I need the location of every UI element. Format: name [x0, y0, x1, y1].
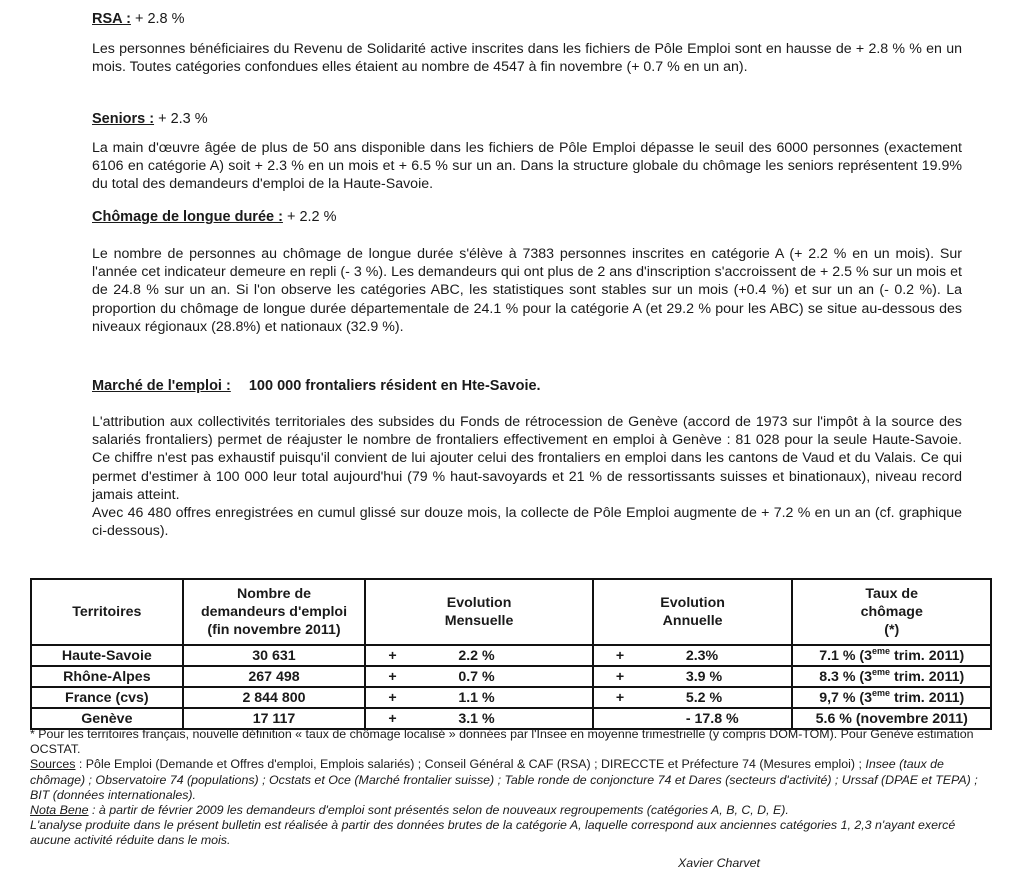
header-evolution-annuelle: Evolution Annuelle [593, 579, 793, 645]
rsa-paragraph: Les personnes bénéficiaires du Revenu de Solidarité active inscrites dans les fichiers de Pôle Emploi sont en hausse de + 2.8 % % en un mois. Toutes catégories confondues elles étaient au nombre de 4547 à fin novembre (+ 0.7 % en un an). [92, 41, 962, 76]
seniors-heading [92, 110, 962, 128]
chomage-table [30, 578, 992, 730]
cell-annuelle: + 5.2 % [593, 687, 793, 708]
longue-duree-value: + 2.2 % [286, 209, 337, 225]
section-seniors [92, 110, 962, 194]
marche-value: 100 000 frontaliers résident en Hte-Savoie. [248, 378, 541, 394]
rsa-title: RSA : [92, 11, 131, 27]
longue-duree-heading [92, 208, 962, 226]
analyse-note: L'analyse produite dans le présent bulletin est réalisée à partir des données brutes de la catégorie A, laquelle correspond aux anciennes catégories 1, 2,3 n'ayant exercé aucune activité réduite dans le mois. [30, 818, 956, 848]
cell-annuelle: + 2.3% [593, 645, 793, 666]
cell-taux: 7.1 % (3eme trim. 2011) [792, 645, 991, 666]
cell-taux: 9,7 % (3eme trim. 2011) [792, 687, 991, 708]
longue-duree-paragraph: Le nombre de personnes au chômage de longue durée s'élève à 7383 personnes inscrites en catégorie A (+ 2.2 % en un mois). Sur l'année cet indicateur demeure en repli (- 3 %). Les demandeurs qui ont plus de 2 ans d'inscription s'accroissent de + 2.5 % sur un mois et de 24.8 % sur un an. Si l'on observe les catégories ABC, les statistiques sont stables sur un mois (+0.4 %) et sur un an (- 0.2 %). La proportion du chômage de longue durée départementale de 24.1 % pour la catégorie A (et 29.2 % pour les ABC) se situe au-dessous des niveaux régionaux (28.8%) et nationaux (32.9 %). [92, 246, 962, 335]
table-notes [30, 727, 992, 849]
section-longue-duree [92, 208, 962, 336]
sources-italic: Insee (taux de chômage) ; Observatoire 74 (populations) ; Ocstats et Oce (Marché frontalier suisse) ; Table ronde de conjoncture 74 et Dares (secteurs d'activité) ; Urssaf (DPAE et TEPA) ; BIT (données internationales). [30, 757, 978, 802]
cell-demandeurs: 30 631 [183, 645, 366, 666]
footnote: * Pour les territoires français, nouvelle définition « taux de chômage localisé » données par l'Insee en moyenne trimestrielle (y compris DOM-TOM). Pour Genève estimation OCSTAT. [30, 727, 974, 757]
marche-title: Marché de l'emploi : [92, 378, 231, 394]
sources-plain: : Pôle Emploi (Demande et Offres d'emploi, Emplois salariés) ; Conseil Général & CAF (RSA) ; DIRECCTE et Préfecture 74 (Mesures emploi) ; [75, 757, 866, 772]
table-header-row [31, 579, 991, 645]
table-row [31, 645, 991, 666]
marche-heading [92, 377, 962, 395]
author-signature: Xavier Charvet [678, 856, 760, 870]
rsa-value: + 2.8 % [134, 11, 185, 27]
header-territoires: Territoires [31, 579, 183, 645]
seniors-title: Seniors : [92, 111, 155, 127]
cell-demandeurs: 17 117 [183, 708, 366, 729]
cell-territoire: Rhône-Alpes [31, 666, 183, 687]
cell-demandeurs: 267 498 [183, 666, 366, 687]
cell-taux: 8.3 % (3eme trim. 2011) [792, 666, 991, 687]
section-rsa [92, 10, 962, 76]
header-demandeurs: Nombre de demandeurs d'emploi (fin novembre 2011) [183, 579, 366, 645]
nota-bene-text: : à partir de février 2009 les demandeurs d'emploi sont présentés selon de nouveaux regroupements (catégories A, B, C, D, E). [88, 803, 789, 818]
cell-demandeurs: 2 844 800 [183, 687, 366, 708]
rsa-heading [92, 10, 962, 28]
cell-territoire: France (cvs) [31, 687, 183, 708]
cell-mensuelle: + 1.1 % [365, 687, 593, 708]
table-row [31, 666, 991, 687]
cell-mensuelle: + 3.1 % [365, 708, 593, 729]
seniors-paragraph: La main d'œuvre âgée de plus de 50 ans disponible dans les fichiers de Pôle Emploi dépasse le seuil des 6000 personnes (exactement 6106 en catégorie A) soit + 2.3 % en un mois et + 6.5 % sur un an. Dans la structure globale du chômage les seniors représentent 19.9% du total des demandeurs d'emploi de la Haute-Savoie. [92, 140, 962, 193]
header-evolution-mensuelle: Evolution Mensuelle [365, 579, 593, 645]
header-taux-chomage: Taux de chômage (*) [792, 579, 991, 645]
cell-annuelle: - 17.8 % [593, 708, 793, 729]
section-marche-emploi [92, 377, 962, 540]
marche-paragraph-2: Avec 46 480 offres enregistrées en cumul glissé sur douze mois, la collecte de Pôle Emploi augmente de + 7.2 % en un an (cf. graphique ci-dessous). [92, 505, 962, 540]
longue-duree-title: Chômage de longue durée : [92, 209, 283, 225]
cell-annuelle: + 3.9 % [593, 666, 793, 687]
marche-paragraph-1: L'attribution aux collectivités territoriales des subsides du Fonds de rétrocession de Genève (accord de 1973 sur l'impôt à la source des salariés frontaliers) permet de réajuster le nombre de frontaliers effectivement en emploi à Genève : 81 028 pour la seule Haute-Savoie. Ce chiffre n'est pas exhaustif puisqu'il convient de lui ajouter celui des frontaliers en emploi dans les cantons de Vaud et du Valais. Ce qui permet d'estimer à 100 000 leur total aujourd'hui (79 % haut-savoyards et 21 % de ressortissants suisses et binationaux), niveau record jamais atteint. [92, 414, 962, 503]
sources-note [30, 757, 992, 803]
cell-mensuelle: + 0.7 % [365, 666, 593, 687]
cell-mensuelle: + 2.2 % [365, 645, 593, 666]
sources-label: Sources [30, 757, 76, 772]
seniors-value: + 2.3 % [158, 111, 208, 127]
cell-territoire: Genève [31, 708, 183, 729]
table-row [31, 708, 991, 729]
nota-bene-label: Nota Bene [30, 803, 89, 818]
cell-territoire: Haute-Savoie [31, 645, 183, 666]
cell-taux: 5.6 % (novembre 2011) [792, 708, 991, 729]
nota-bene-note [30, 803, 992, 818]
table-row [31, 687, 991, 708]
